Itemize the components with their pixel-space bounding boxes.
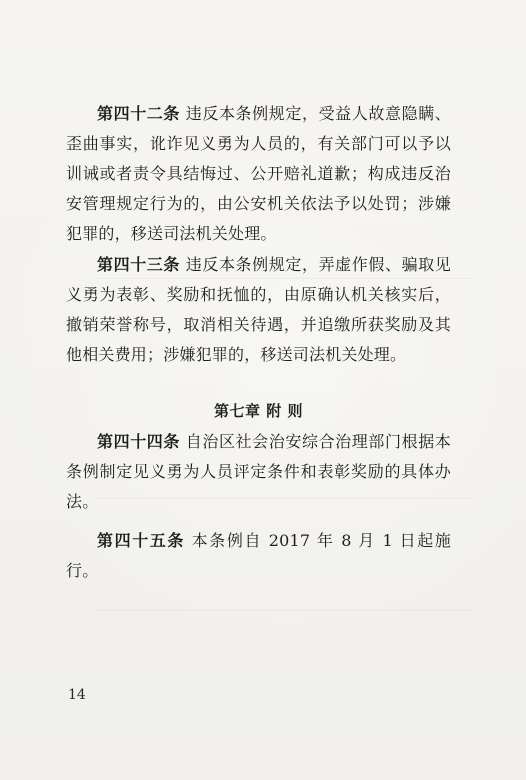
article-44-text: 自治区社会治安综合治理部门根据本条例制定见义勇为人员评定条件和表彰奖励的具体办法。	[66, 432, 451, 511]
page-content	[66, 99, 451, 586]
article-45-number: 第四十五条	[97, 531, 185, 550]
article-45-text: 本条例自 2017 年 8 月 1 日起施行。	[66, 531, 451, 580]
article-42	[66, 99, 451, 249]
article-43-text: 违反本条例规定，弄虚作假、骗取见义勇为表彰、奖励和抚恤的，由原确认机关核实后，撤销荣誉称号，取消相关待遇，并追缴所获奖励及其他相关费用；涉嫌犯罪的，移送司法机关处理。	[66, 255, 451, 364]
page-number: 14	[68, 687, 86, 703]
article-43-number: 第四十三条	[97, 255, 181, 274]
article-45	[66, 526, 451, 586]
article-42-number: 第四十二条	[97, 104, 181, 123]
article-43	[66, 250, 451, 370]
article-42-text: 违反本条例规定，受益人故意隐瞒、歪曲事实，讹诈见义勇为人员的，有关部门可以予以训诫或者责令具结悔过、公开赔礼道歉；构成违反治安管理规定行为的，由公安机关依法予以处罚；涉嫌犯罪的，移送司法机关处理。	[66, 104, 451, 243]
article-44	[66, 427, 451, 517]
chapter-heading: 第七章 附 则	[214, 402, 303, 420]
article-44-number: 第四十四条	[97, 432, 181, 451]
paper-show-through	[95, 610, 475, 611]
